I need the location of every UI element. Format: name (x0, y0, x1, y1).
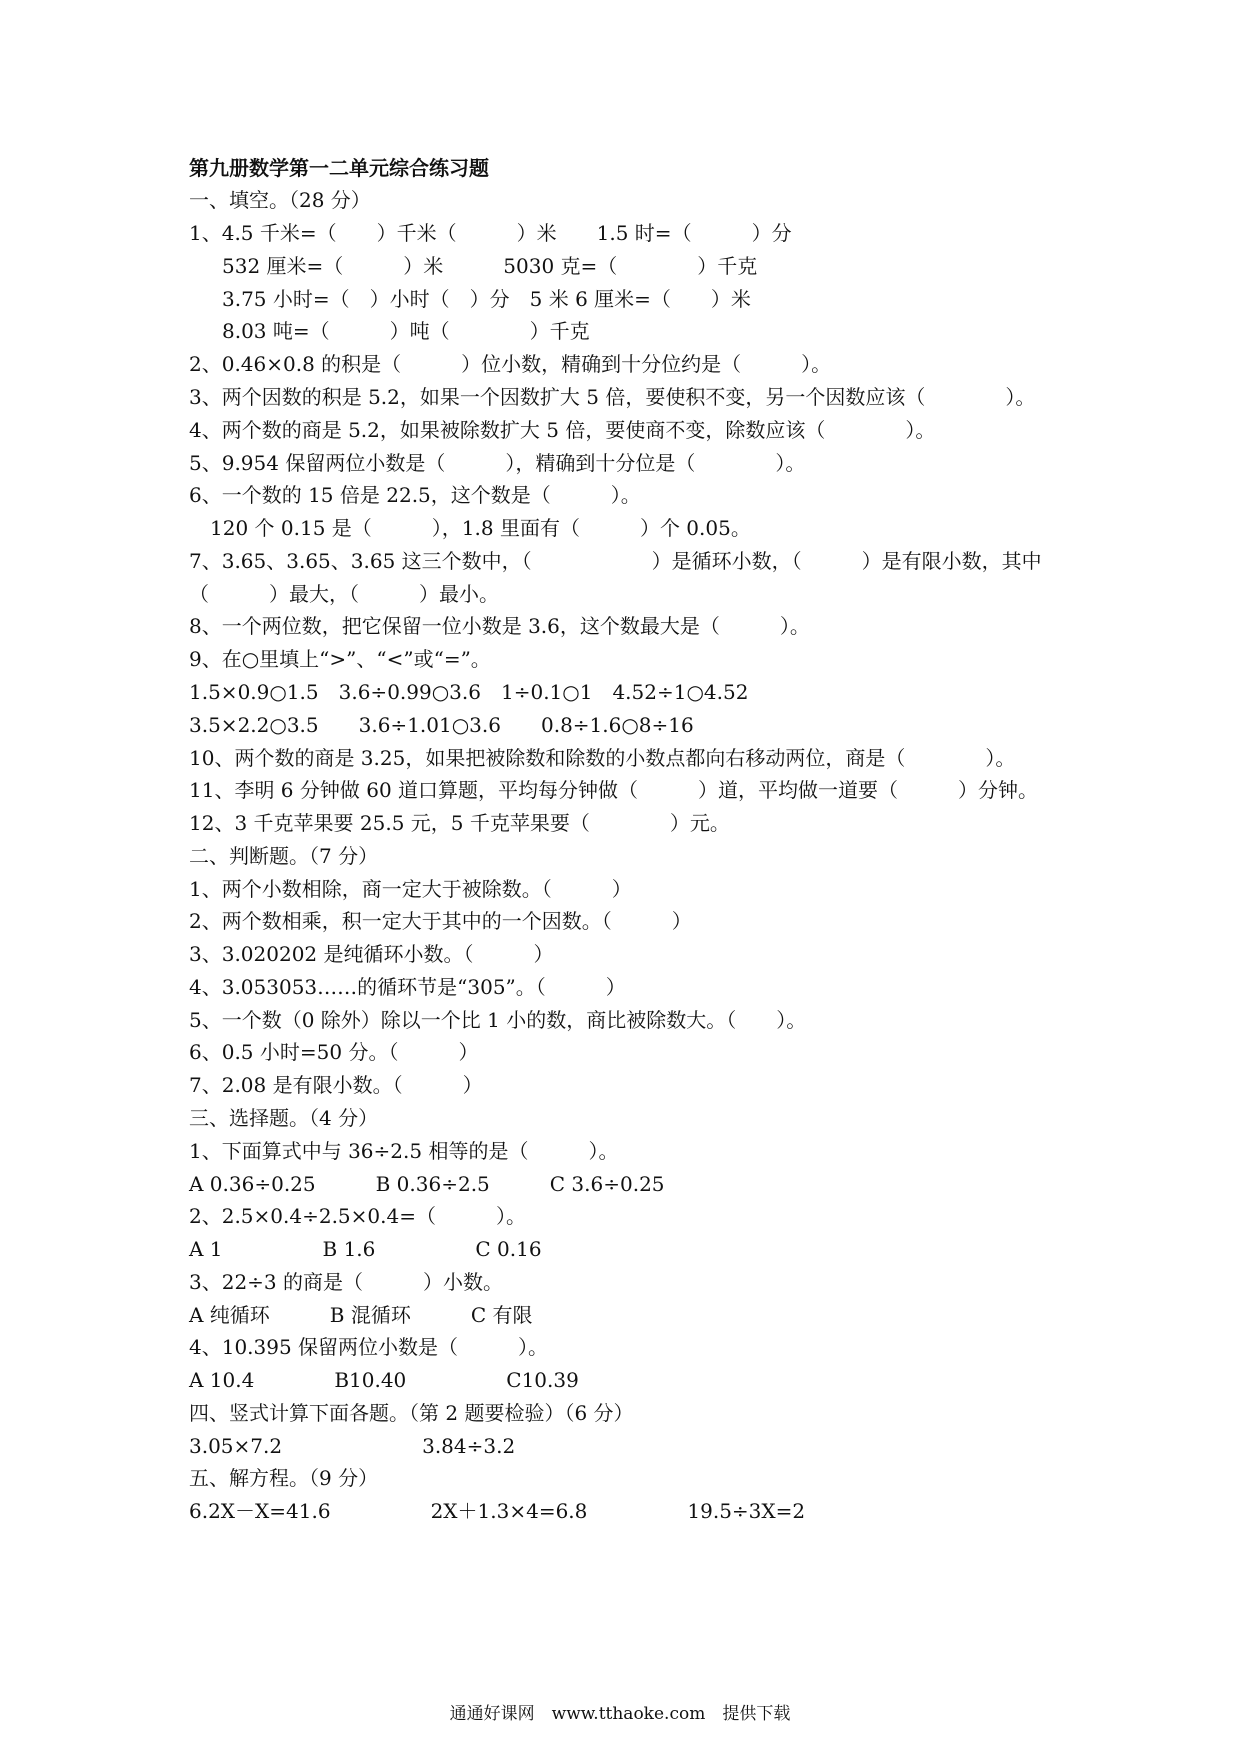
choice-2-options: A 1 B 1.6 C 0.16 (189, 1237, 542, 1261)
q5: 5、9.954 保留两位小数是（ ），精确到十分位是（ ）。 (189, 451, 806, 475)
q3: 3、两个因数的积是 5.2，如果一个因数扩大 5 倍，要使积不变，另一个因数应该（ ）。 (189, 385, 1036, 409)
section-2-heading: 二、判断题。（7 分） (189, 844, 379, 868)
vertical-calc-items: 3.05×7.2 3.84÷3.2 (189, 1434, 516, 1458)
choice-3: 3、22÷3 的商是（ ）小数。 (189, 1270, 504, 1294)
choice-3-options: A 纯循环 B 混循环 C 有限 (189, 1303, 533, 1327)
equations: 6.2X－X=41.6 2X＋1.3×4=6.8 19.5÷3X=2 (189, 1499, 806, 1523)
choice-2: 2、2.5×0.4÷2.5×0.4=（ ）。 (189, 1204, 526, 1228)
q1-line-4: 8.03 吨=（ ）吨（ ）千克 (222, 319, 590, 343)
q4: 4、两个数的商是 5.2，如果被除数扩大 5 倍，要使商不变，除数应该（ ）。 (189, 418, 936, 442)
q11: 11、李明 6 分钟做 60 道口算题，平均每分钟做（ ）道，平均做一道要（ ）分钟。 (189, 778, 1039, 802)
q1-line-3: 3.75 小时=（ ）小时（ ）分 5 米 6 厘米=（ ）米 (222, 287, 751, 311)
q7-line-2: （ ）最大，（ ）最小。 (189, 582, 499, 606)
choice-4: 4、10.395 保留两位小数是（ ）。 (189, 1335, 549, 1359)
q9-row-1: 1.5×0.9○1.5 3.6÷0.99○3.6 1÷0.1○1 4.52÷1○4.52 (189, 680, 749, 704)
judge-2: 2、两个数相乘，积一定大于其中的一个因数。（ ） (189, 909, 692, 933)
section-3-heading: 三、选择题。（4 分） (189, 1106, 379, 1130)
q6-line-2: 120 个 0.15 是（ ），1.8 里面有（ ）个 0.05。 (210, 516, 751, 540)
judge-4: 4、3.053053……的循环节是“305”。（ ） (189, 975, 626, 999)
section-1-heading: 一、填空。（28 分） (189, 188, 371, 212)
q9-row-2: 3.5×2.2○3.5 3.6÷1.01○3.6 0.8÷1.6○8÷16 (189, 713, 694, 737)
section-4-heading: 四、竖式计算下面各题。（第 2 题要检验）（6 分） (189, 1401, 634, 1425)
judge-1: 1、两个小数相除，商一定大于被除数。（ ） (189, 877, 632, 901)
judge-5: 5、一个数（0 除外）除以一个比 1 小的数，商比被除数大。（ ）。 (189, 1008, 807, 1032)
q7-line-1: 7、3.65、3.65、3.65 这三个数中，（ ）是循环小数，（ ）是有限小数，其中 (189, 549, 1042, 573)
footer-credit: 通通好课网 www.tthaoke.com 提供下载 (449, 1704, 791, 1724)
judge-7: 7、2.08 是有限小数。（ ） (189, 1073, 483, 1097)
judge-3: 3、3.020202 是纯循环小数。（ ） (189, 942, 554, 966)
q8: 8、一个两位数，把它保留一位小数是 3.6，这个数最大是（ ）。 (189, 614, 810, 638)
page-title: 第九册数学第一二单元综合练习题 (189, 156, 489, 180)
q10: 10、两个数的商是 3.25，如果把被除数和除数的小数点都向右移动两位，商是（ ）。 (189, 746, 1016, 770)
q9: 9、在○里填上“>”、“<”或“=”。 (189, 647, 491, 671)
q12: 12、3 千克苹果要 25.5 元，5 千克苹果要（ ）元。 (189, 811, 730, 835)
section-5-heading: 五、解方程。（9 分） (189, 1466, 379, 1490)
judge-6: 6、0.5 小时=50 分。（ ） (189, 1040, 479, 1064)
choice-1-options: A 0.36÷0.25 B 0.36÷2.5 C 3.6÷0.25 (189, 1172, 665, 1196)
choice-4-options: A 10.4 B10.40 C10.39 (189, 1368, 579, 1392)
q1-line-2: 532 厘米=（ ）米 5030 克=（ ）千克 (222, 254, 758, 278)
choice-1: 1、下面算式中与 36÷2.5 相等的是（ ）。 (189, 1139, 619, 1163)
q6-line-1: 6、一个数的 15 倍是 22.5，这个数是（ ）。 (189, 483, 641, 507)
q2: 2、0.46×0.8 的积是（ ）位小数，精确到十分位约是（ ）。 (189, 352, 832, 376)
q1-line-1: 1、4.5 千米=（ ）千米（ ）米 1.5 时=（ ）分 (189, 221, 792, 245)
